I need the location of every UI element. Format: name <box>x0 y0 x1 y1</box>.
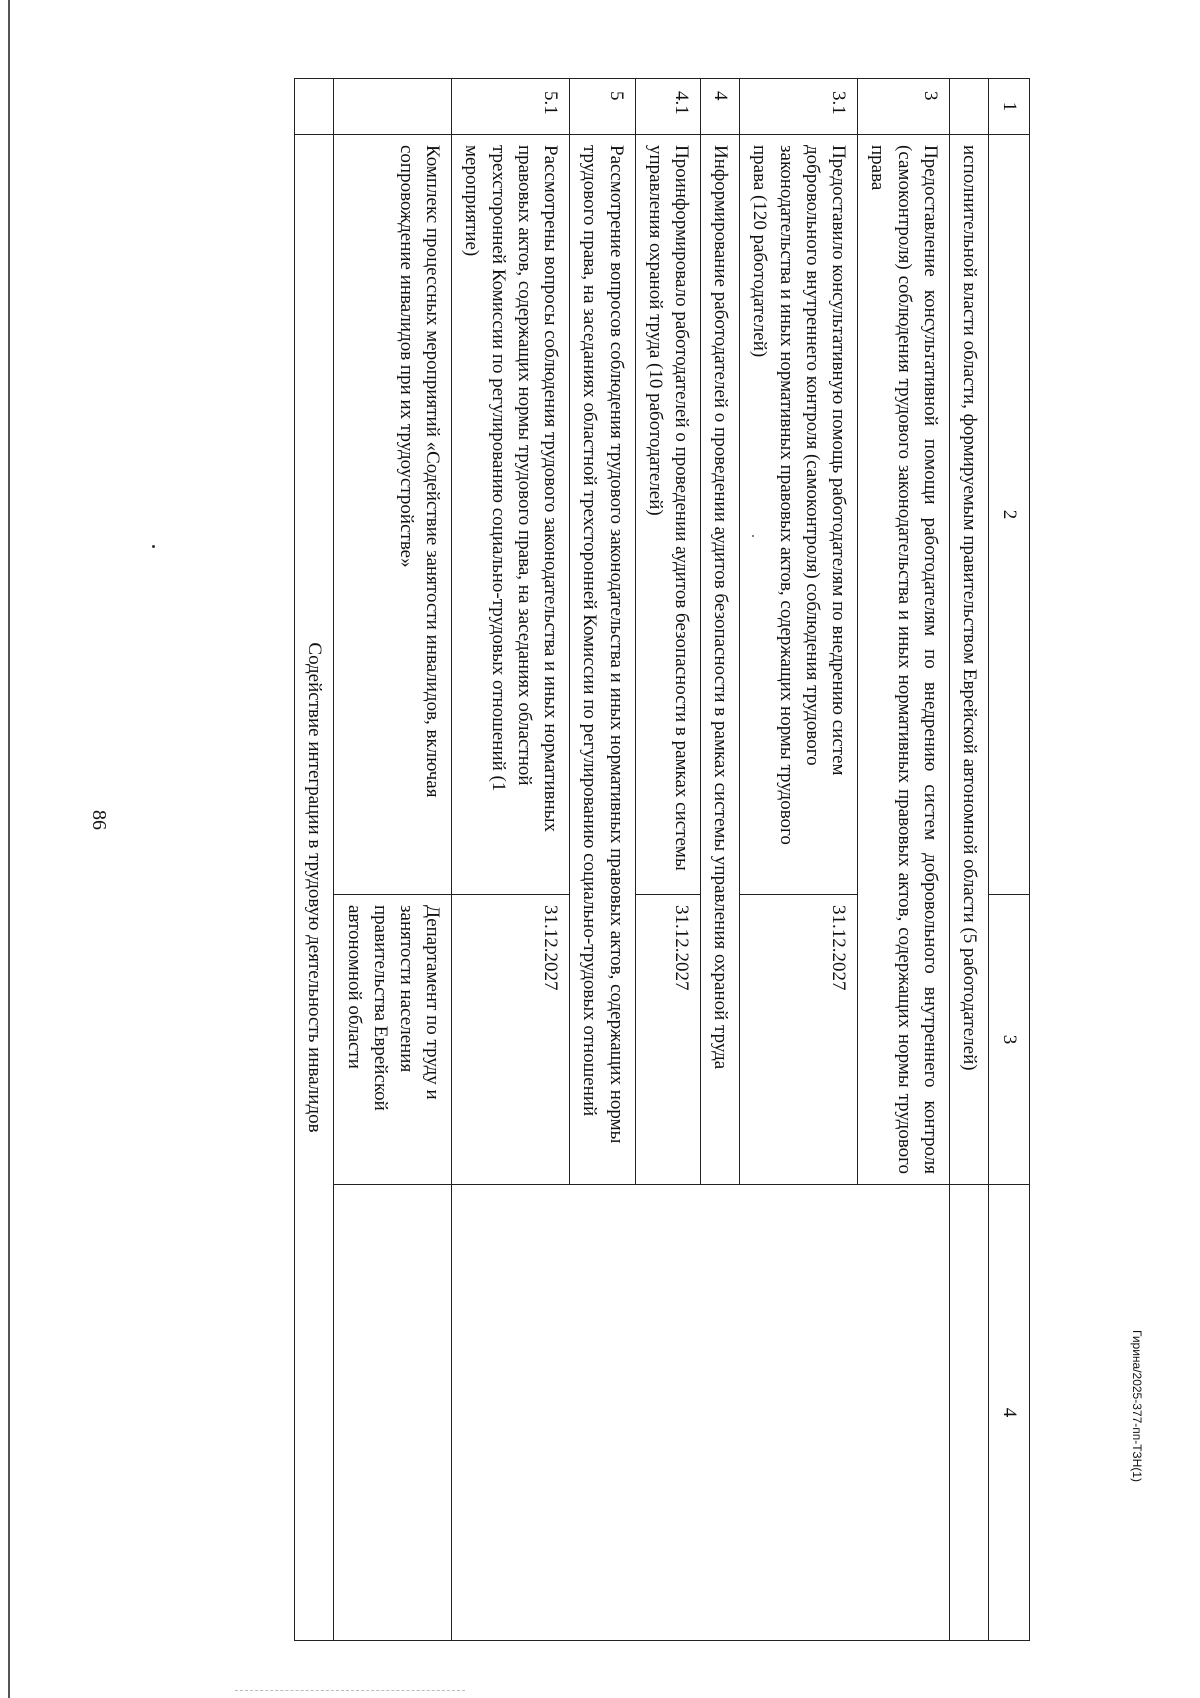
row-responsible <box>334 1185 452 1641</box>
row-number <box>334 79 452 135</box>
row-text: Проинформировало работодателей о проведении аудитов безопасности в рамках системы управления охраной труда (10 работодателей) <box>635 135 700 895</box>
row-deadline: 31.12.2027 <box>452 895 570 1185</box>
header-cell: 3 <box>989 895 1030 1185</box>
row-number: 3.1 <box>740 79 858 135</box>
row-text: Предоставило консультативную помощь работодателям по внедрению систем добровольного внутреннего контроля (самоконтроля) соблюдения трудового законодательства и иных нормативных правовых актов, содержащих нормы трудового права (120 работодателей) <box>740 135 858 895</box>
row-deadline: 31.12.2027 <box>740 895 858 1185</box>
row-text: Рассмотрены вопросы соблюдения трудового законодательства и иных нормативных правовых актов, содержащих нормы трудового права, на заседаниях областной трехсторонней Комиссии по регулированию социально-трудовых отношений (1 мероприятие) <box>452 135 570 895</box>
table-header-row <box>989 79 1030 1641</box>
row-number: 3 <box>858 79 950 135</box>
section-heading-row <box>295 79 334 1641</box>
row-text: Информирование работодателей о проведении аудитов безопасности в рамках системы управления охраной труда <box>701 135 740 1185</box>
table-row <box>858 79 950 1641</box>
row-number <box>295 79 334 135</box>
header-cell: 2 <box>989 135 1030 895</box>
row-number: 5.1 <box>452 79 570 135</box>
row-responsible <box>452 1185 950 1641</box>
header-cell: 4 <box>989 1185 1030 1641</box>
header-cell: 1 <box>989 79 1030 135</box>
row-text: исполнительной власти области, формируемым правительством Еврейской автономной области (5 работодателей) <box>949 135 988 1185</box>
table-row <box>334 79 452 1641</box>
table-row <box>949 79 988 1641</box>
document-footer: Гирина/2025-377-пп-ТЗН(1) <box>1130 1330 1144 1483</box>
section-heading: Содействие интеграции в трудовую деятельность инвалидов <box>295 135 334 1641</box>
row-number: 5 <box>570 79 635 135</box>
row-number: 4.1 <box>635 79 700 135</box>
measures-table <box>294 78 1030 1641</box>
row-number <box>949 79 988 135</box>
page-number: 86 <box>88 810 110 830</box>
row-number: 4 <box>701 79 740 135</box>
row-deadline: 31.12.2027 <box>635 895 700 1185</box>
row-text: Рассмотрение вопросов соблюдения трудового законодательства и иных нормативных правовых актов, содержащих нормы трудового права, на заседаниях областной трехсторонней Комиссии по регулированию социально-трудовых отношений <box>570 135 635 1185</box>
row-deadline: Департамент по труду и занятости населения правительства Еврейской автономной области <box>334 895 452 1185</box>
row-responsible <box>949 1185 988 1641</box>
row-text: Комплекс процессных мероприятий «Содействие занятости инвалидов, включая сопровождение инвалидов при их трудоустройстве» <box>334 135 452 895</box>
row-text: Предоставление консультативной помощи работодателям по внедрению систем добровольного внутреннего контроля (самоконтроля) соблюдения трудового законодательства и иных нормативных правовых актов, содержащих нормы трудового права <box>858 135 950 1185</box>
